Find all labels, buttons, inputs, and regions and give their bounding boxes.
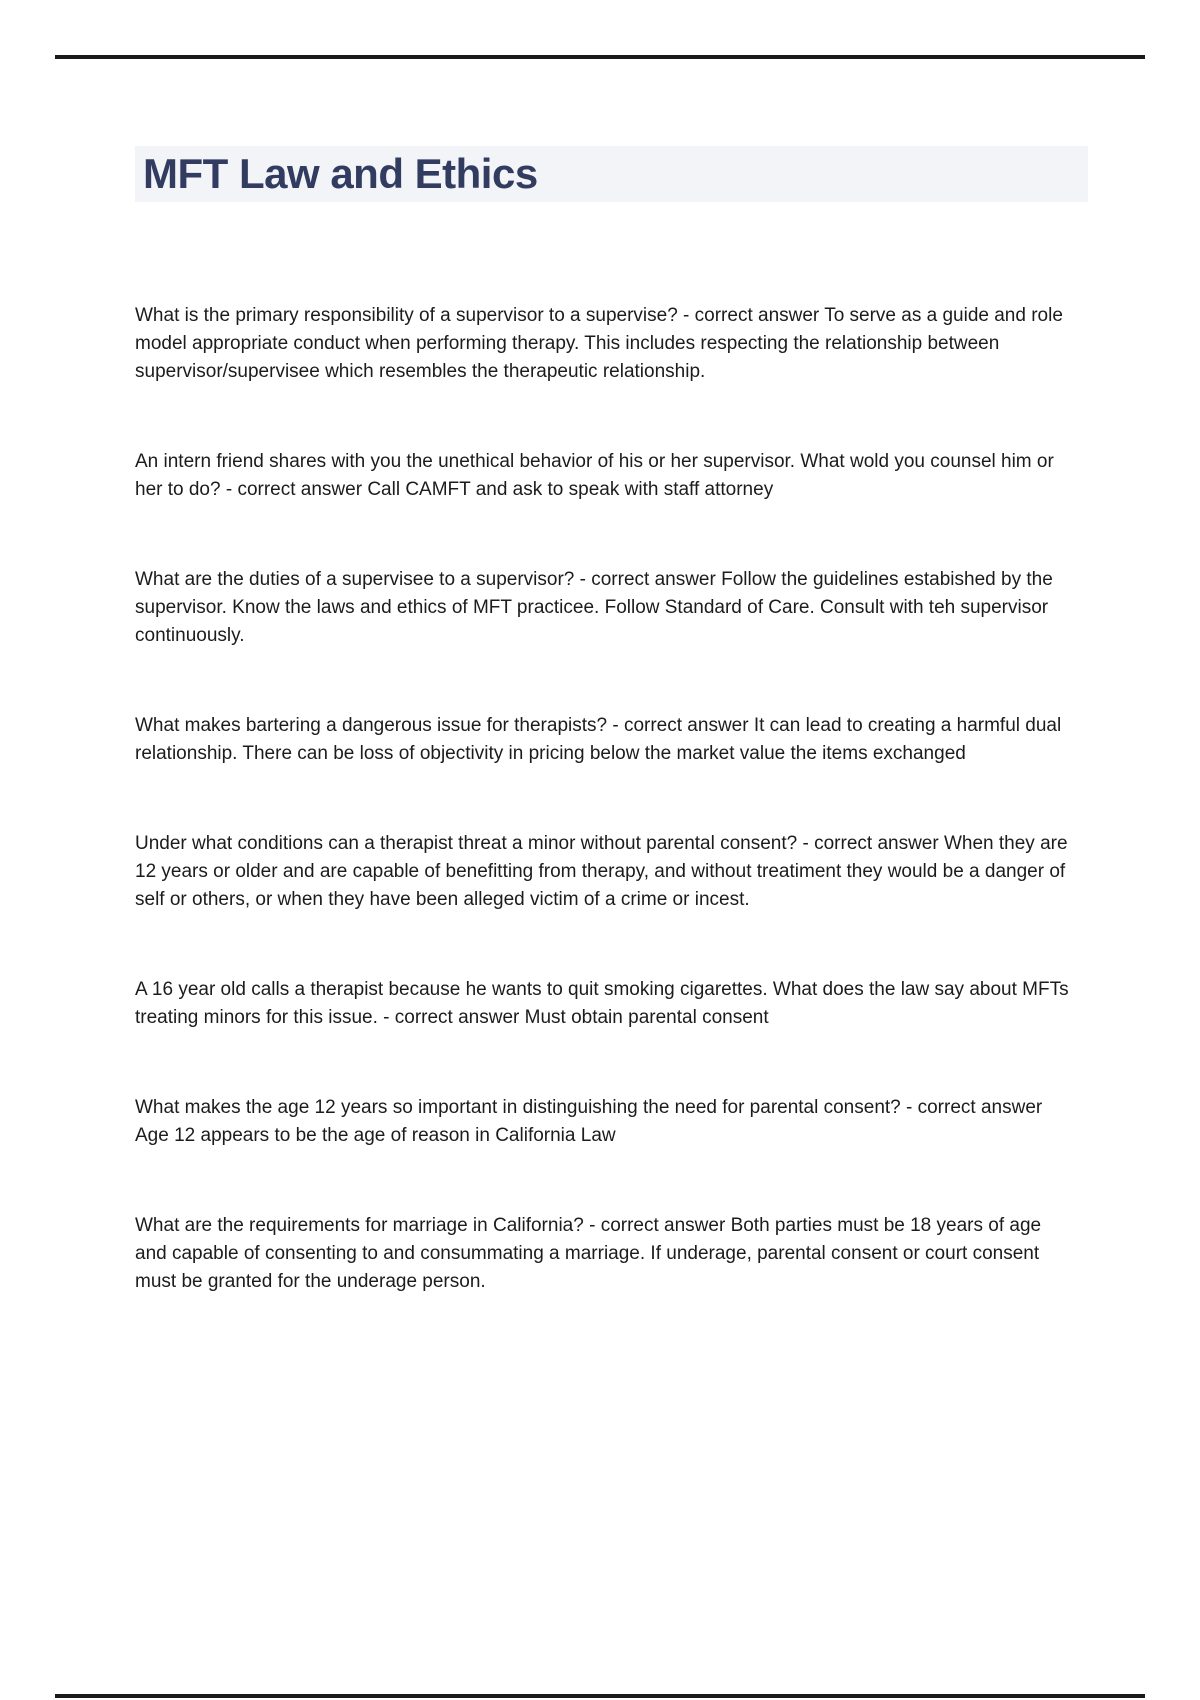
header-rule [55, 55, 1145, 59]
footer-rule [55, 1694, 1145, 1698]
qa-list [135, 302, 1075, 1358]
qa-paragraph: What are the duties of a supervisee to a supervisor? - correct answer Follow the guidelines estabished by the supervisor. Know the laws and ethics of MFT practicee. Follow Standard of Care. Consult with teh supervisor continuously. [135, 569, 1053, 646]
qa-paragraph: A 16 year old calls a therapist because he wants to quit smoking cigarettes. What does the law say about MFTs treating minors for this issue. - correct answer Must obtain parental consent [135, 979, 1069, 1028]
qa-paragraph: What are the requirements for marriage in California? - correct answer Both parties must be 18 years of age and capable of consenting to and consummating a marriage. If underage, parental consent or court consent must be granted for the underage person. [135, 1215, 1042, 1292]
qa-paragraph: An intern friend shares with you the unethical behavior of his or her supervisor. What wold you counsel him or her to do? - correct answer Call CAMFT and ask to speak with staff attorney [135, 451, 1054, 500]
page-title: MFT Law and Ethics [135, 146, 1088, 202]
qa-paragraph: What makes bartering a dangerous issue for therapists? - correct answer It can lead to creating a harmful dual relationship. There can be loss of objectivity in pricing below the market value the items exchanged [135, 715, 1062, 764]
qa-paragraph: Under what conditions can a therapist threat a minor without parental consent? - correct answer When they are 12 years or older and are capable of benefitting from therapy, and without treatiment they would be a danger of self or others, or when they have been alleged victim of a crime or incest. [135, 833, 1068, 910]
qa-paragraph: What makes the age 12 years so important in distinguishing the need for parental consent? - correct answer Age 12 appears to be the age of reason in California Law [135, 1097, 1043, 1146]
qa-paragraph: What is the primary responsibility of a supervisor to a supervise? - correct answer To serve as a guide and role model appropriate conduct when performing therapy. This includes respecting the relationship between supervisor/supervisee which resembles the therapeutic relationship. [135, 305, 1063, 382]
